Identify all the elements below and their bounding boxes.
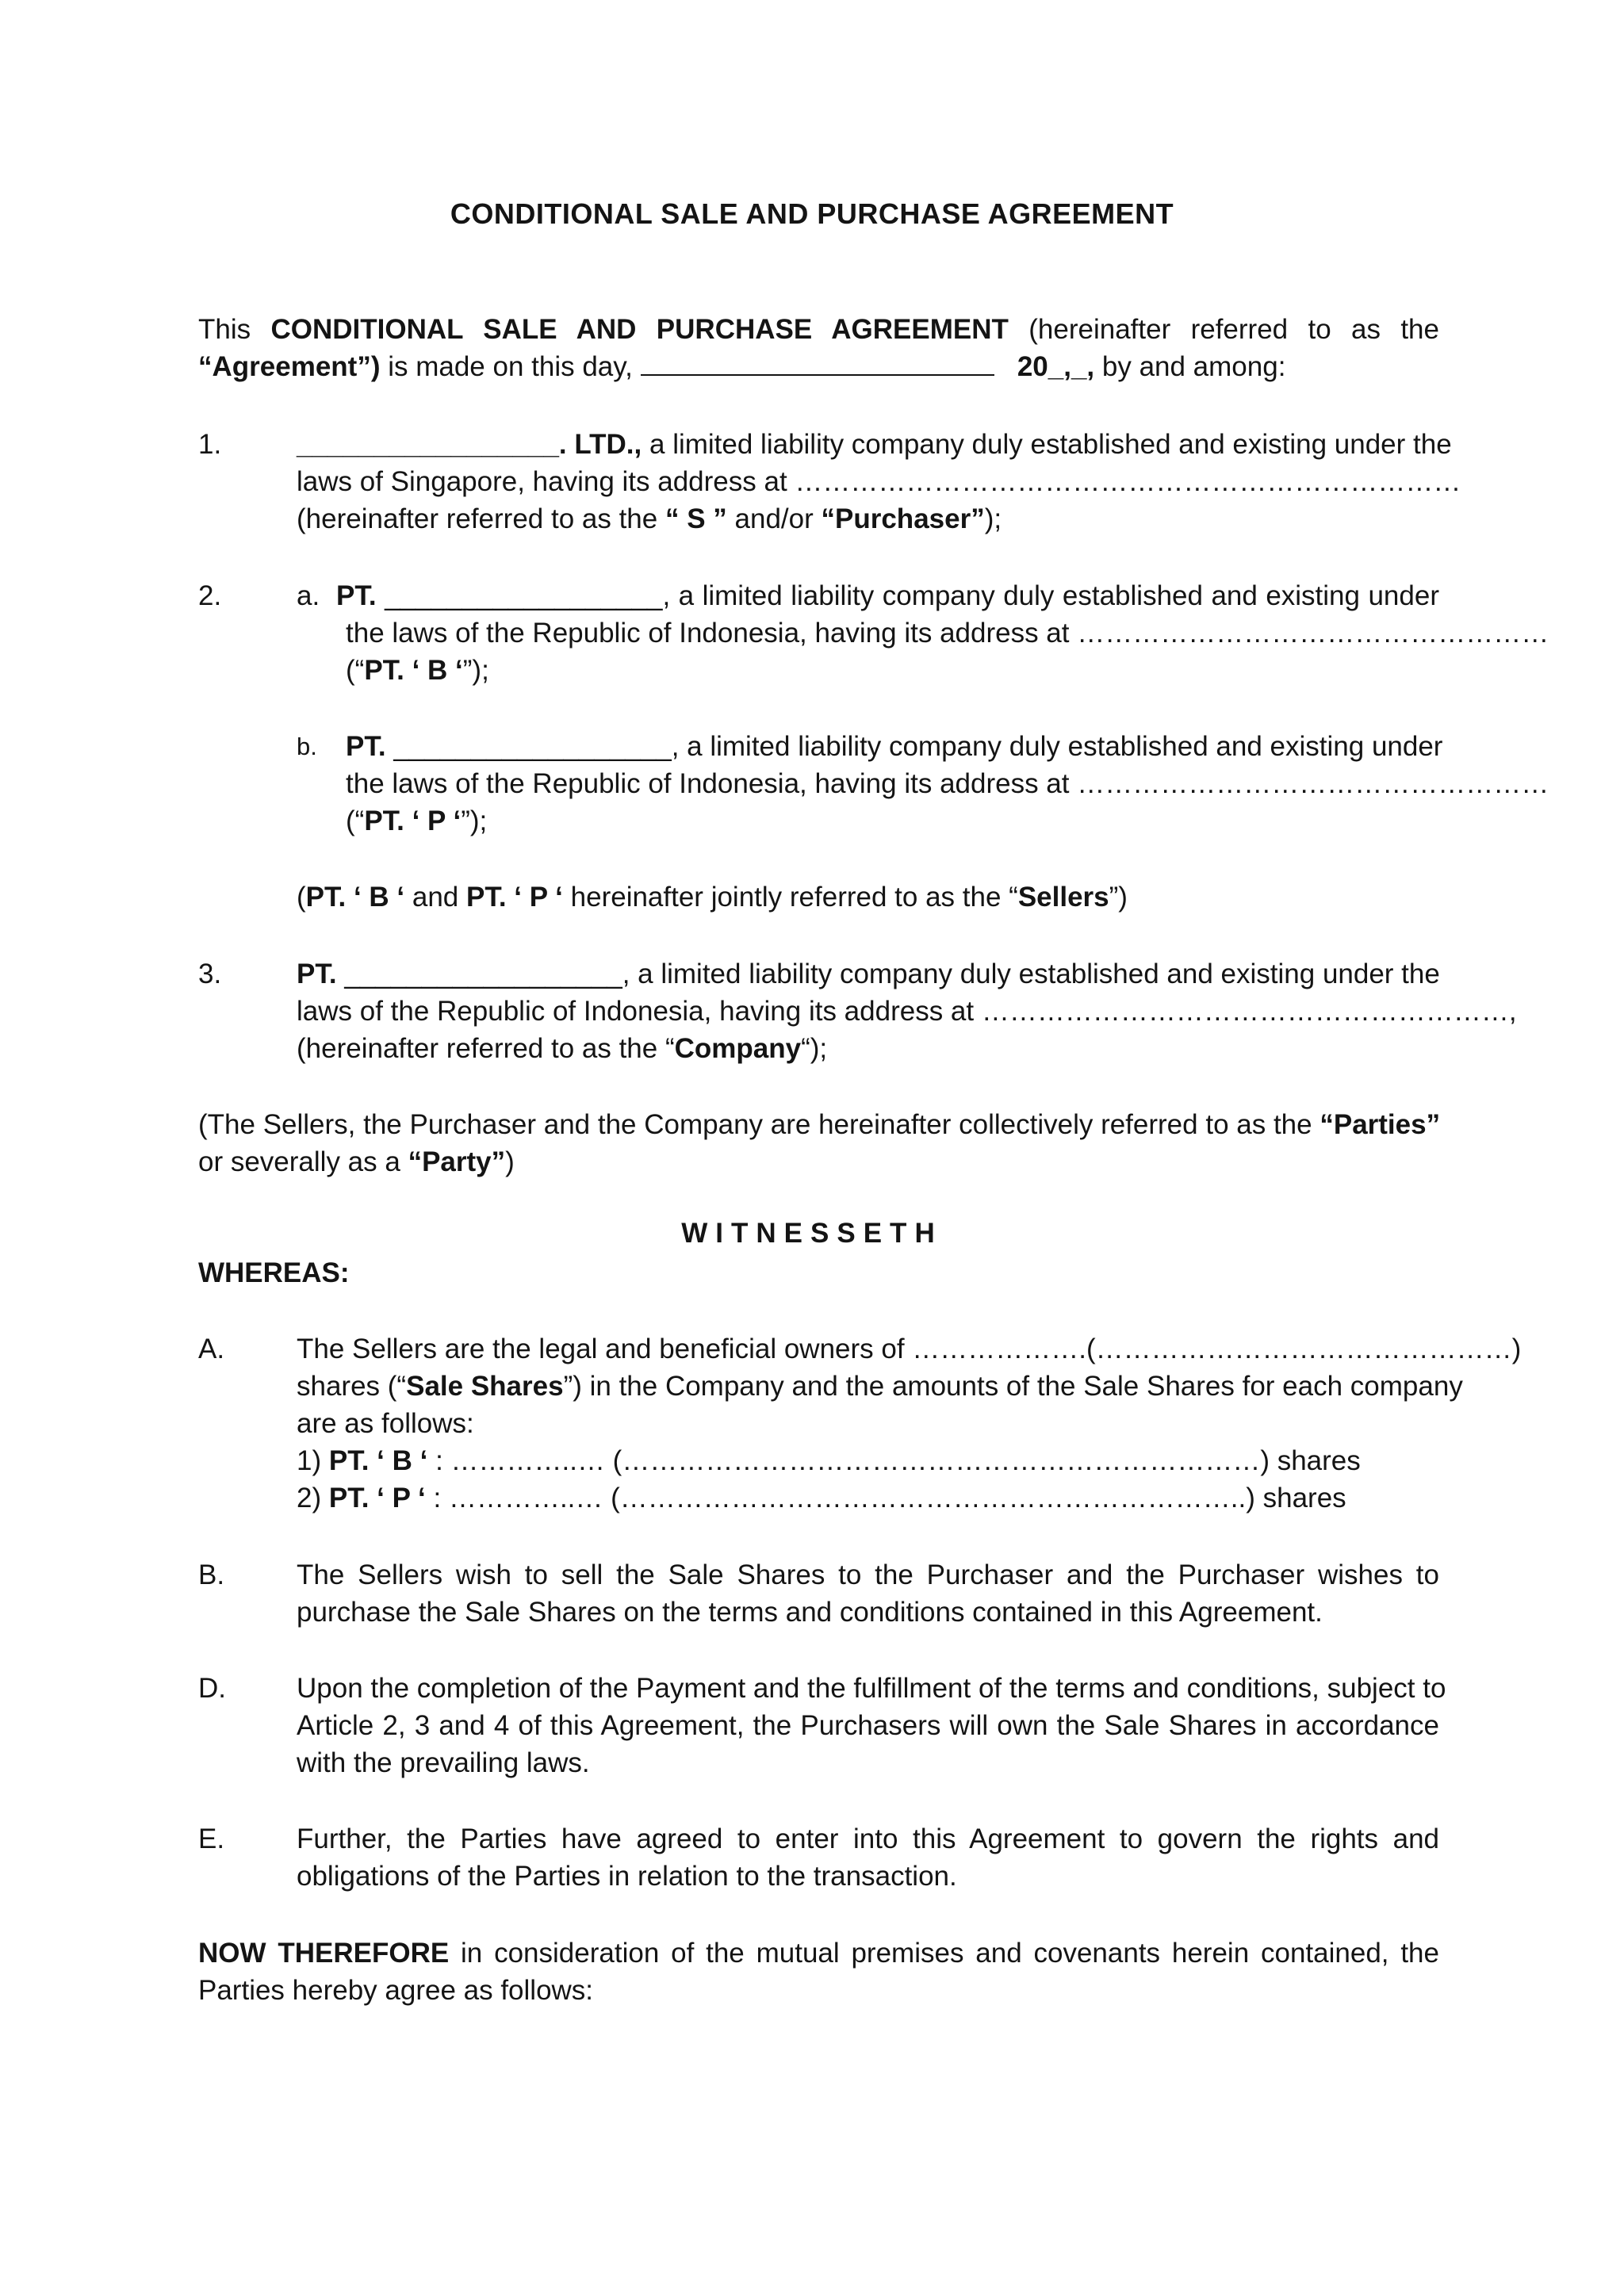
recital-a-item2-rest: : …………..… (…………………………………………………………..) shares: [433, 1483, 1346, 1513]
sellers-joint-def: [297, 878, 1128, 916]
party1-line-1: [297, 426, 1452, 463]
joint-open: (: [297, 882, 306, 913]
recital-a-line-1: The Sellers are the legal and beneficial owners of ……………….(………………………………………): [297, 1334, 1522, 1364]
party2-number: 2.: [198, 580, 222, 611]
recital-e-label: E.: [198, 1823, 225, 1854]
recital-b-label: B.: [198, 1559, 225, 1590]
recital-a-item1-rest: : …………..… (……………………………………………………………) shares: [435, 1445, 1361, 1476]
party3-line-1: [297, 955, 1440, 993]
whereas-heading: WHEREAS:: [198, 1257, 350, 1288]
now-therefore-rest: in consideration of the mutual premises and covenants herein contained, the: [461, 1938, 1439, 1969]
party2a-pt: PT.: [336, 580, 377, 611]
intro-year: 20_,_,: [1017, 351, 1095, 382]
party2b-name: PT. ‘ P ‘: [364, 806, 462, 836]
recital-a-line2-a: shares (“: [297, 1371, 407, 1402]
parties-def-line-1: [198, 1106, 1439, 1143]
party3-pt: PT.: [297, 959, 337, 989]
parties-def-line2-b: ): [505, 1146, 515, 1177]
now-therefore-line-1: [198, 1934, 1439, 1972]
party1-name: LTD.,: [574, 429, 642, 460]
party1-line3-b: and/or: [734, 503, 814, 534]
now-therefore-bold: NOW THEREFORE: [198, 1938, 450, 1969]
party1-number: 1.: [198, 429, 222, 460]
joint-p: PT. ‘ P ‘: [466, 882, 563, 913]
party1-line3-a: (hereinafter referred to as the: [297, 503, 658, 534]
intro-hereinafter: (hereinafter referred to as the: [1028, 314, 1439, 345]
party2a-line-3: [346, 652, 489, 689]
recital-a-line-2: [297, 1368, 1463, 1405]
party2b-line-1: [346, 728, 1443, 765]
party2a-close: ”);: [462, 655, 489, 686]
party1-line3-c: );: [984, 503, 1002, 534]
intro-agreement-def: “Agreement”): [198, 351, 381, 382]
party2a-open: (“: [346, 655, 365, 686]
parties-def-party: “Party”: [408, 1146, 506, 1177]
party2a-name: PT. ‘ B ‘: [364, 655, 463, 686]
parties-def-line-2: [198, 1143, 515, 1181]
parties-def-line2-a: or severally as a: [198, 1146, 400, 1177]
party1-s-def: “ S ”: [665, 503, 727, 534]
now-therefore-line-2: Parties hereby agree as follows:: [198, 1975, 594, 2006]
party1-line1-rest: a limited liability company duly established and existing under the: [649, 429, 1452, 460]
intro-agreement-name: CONDITIONAL SALE AND PURCHASE AGREEMENT: [270, 314, 1009, 345]
recital-b-line-2: purchase the Sale Shares on the terms and conditions contained in this Agreement.: [297, 1597, 1323, 1628]
joint-b: PT. ‘ B ‘: [305, 882, 405, 913]
party3-line3-b: “);: [801, 1033, 828, 1064]
party2a-blank: __________________,: [385, 580, 671, 611]
recital-d-line-3: with the prevailing laws.: [297, 1747, 590, 1778]
party2b-blank: __________________,: [393, 731, 680, 762]
party1-line-2: laws of Singapore, having its address at ………………………………………………………………: [297, 466, 1461, 497]
party2b-label: b.: [297, 733, 317, 760]
recital-a-item2-name: PT. ‘ P ‘: [328, 1483, 426, 1513]
parties-def-a: (The Sellers, the Purchaser and the Company are hereinafter collectively referred to as the: [198, 1109, 1312, 1140]
joint-and: and: [412, 882, 459, 913]
party3-blank: __________________,: [344, 959, 630, 989]
recital-a-item-2: [297, 1479, 1346, 1517]
date-blank: [641, 349, 994, 376]
intro-made-on: is made on this day,: [388, 351, 633, 382]
party2b-open: (“: [346, 806, 365, 836]
recital-a-label: A.: [198, 1334, 225, 1364]
recital-a-line2-b: ”) in the Company and the amounts of the Sale Shares for each company: [563, 1371, 1463, 1402]
party3-rest: a limited liability company duly established and existing under the: [638, 959, 1440, 989]
party3-line-2: laws of the Republic of Indonesia, having its address at …………………………………………………,: [297, 996, 1517, 1027]
party3-company-def: Company: [674, 1033, 802, 1064]
recital-b-line-1: The Sellers wish to sell the Sale Shares to the Purchaser and the Purchaser wishes to: [297, 1559, 1439, 1590]
party3-line3-a: (hereinafter referred to as the “: [297, 1033, 675, 1064]
recital-a-item1-name: PT. ‘ B ‘: [328, 1445, 428, 1476]
party3-line-3: [297, 1030, 827, 1067]
witnesseth-heading: WITNESSETH: [681, 1218, 943, 1249]
party2b-rest: a limited liability company duly established and existing under: [687, 731, 1443, 762]
joint-close: ”): [1109, 882, 1128, 913]
recital-a-sale-shares: Sale Shares: [406, 1371, 564, 1402]
intro-line-1: [198, 311, 1439, 348]
intro-this: This: [198, 314, 251, 345]
party2a-label: a.: [297, 580, 320, 611]
party2a-line-2: the laws of the Republic of Indonesia, having its address at ……………………………………………: [346, 618, 1549, 649]
party1-name-blank: _________________.: [297, 429, 567, 460]
recital-e-line-1: Further, the Parties have agreed to enter into this Agreement to govern the rights and: [297, 1823, 1439, 1854]
intro-by-among: by and among:: [1101, 351, 1286, 382]
joint-rest: hereinafter jointly referred to as the “: [570, 882, 1018, 913]
recital-a-item-1: [297, 1442, 1361, 1479]
recital-d-line-2: Article 2, 3 and 4 of this Agreement, the Purchasers will own the Sale Shares in accordance: [297, 1710, 1439, 1741]
party2a-rest: a limited liability company duly established and existing under: [678, 580, 1439, 611]
recital-a-item2-num: 2): [297, 1483, 322, 1513]
recital-a-line-3: are as follows:: [297, 1408, 474, 1439]
recital-e-line-2: obligations of the Parties in relation to the transaction.: [297, 1861, 957, 1892]
recital-a-item1-num: 1): [297, 1445, 322, 1476]
recital-d-label: D.: [198, 1673, 226, 1704]
recital-d-line-1: Upon the completion of the Payment and the fulfillment of the terms and conditions, subject to: [297, 1673, 1446, 1704]
party2b-line-2: the laws of the Republic of Indonesia, having its address at ……………………………………………: [346, 768, 1549, 799]
party2b-close: ”);: [461, 806, 488, 836]
intro-line-2: [198, 348, 1285, 385]
party2a-line-1: [336, 577, 1439, 614]
party1-purchaser-def: “Purchaser”: [821, 503, 985, 534]
document-title: CONDITIONAL SALE AND PURCHASE AGREEMENT: [450, 197, 1174, 230]
party1-line-3: [297, 500, 1002, 538]
party2b-pt: PT.: [346, 731, 386, 762]
party2b-line-3: [346, 802, 487, 840]
party3-number: 3.: [198, 959, 222, 989]
joint-sellers: Sellers: [1017, 882, 1109, 913]
parties-def-parties: “Parties”: [1320, 1109, 1441, 1140]
